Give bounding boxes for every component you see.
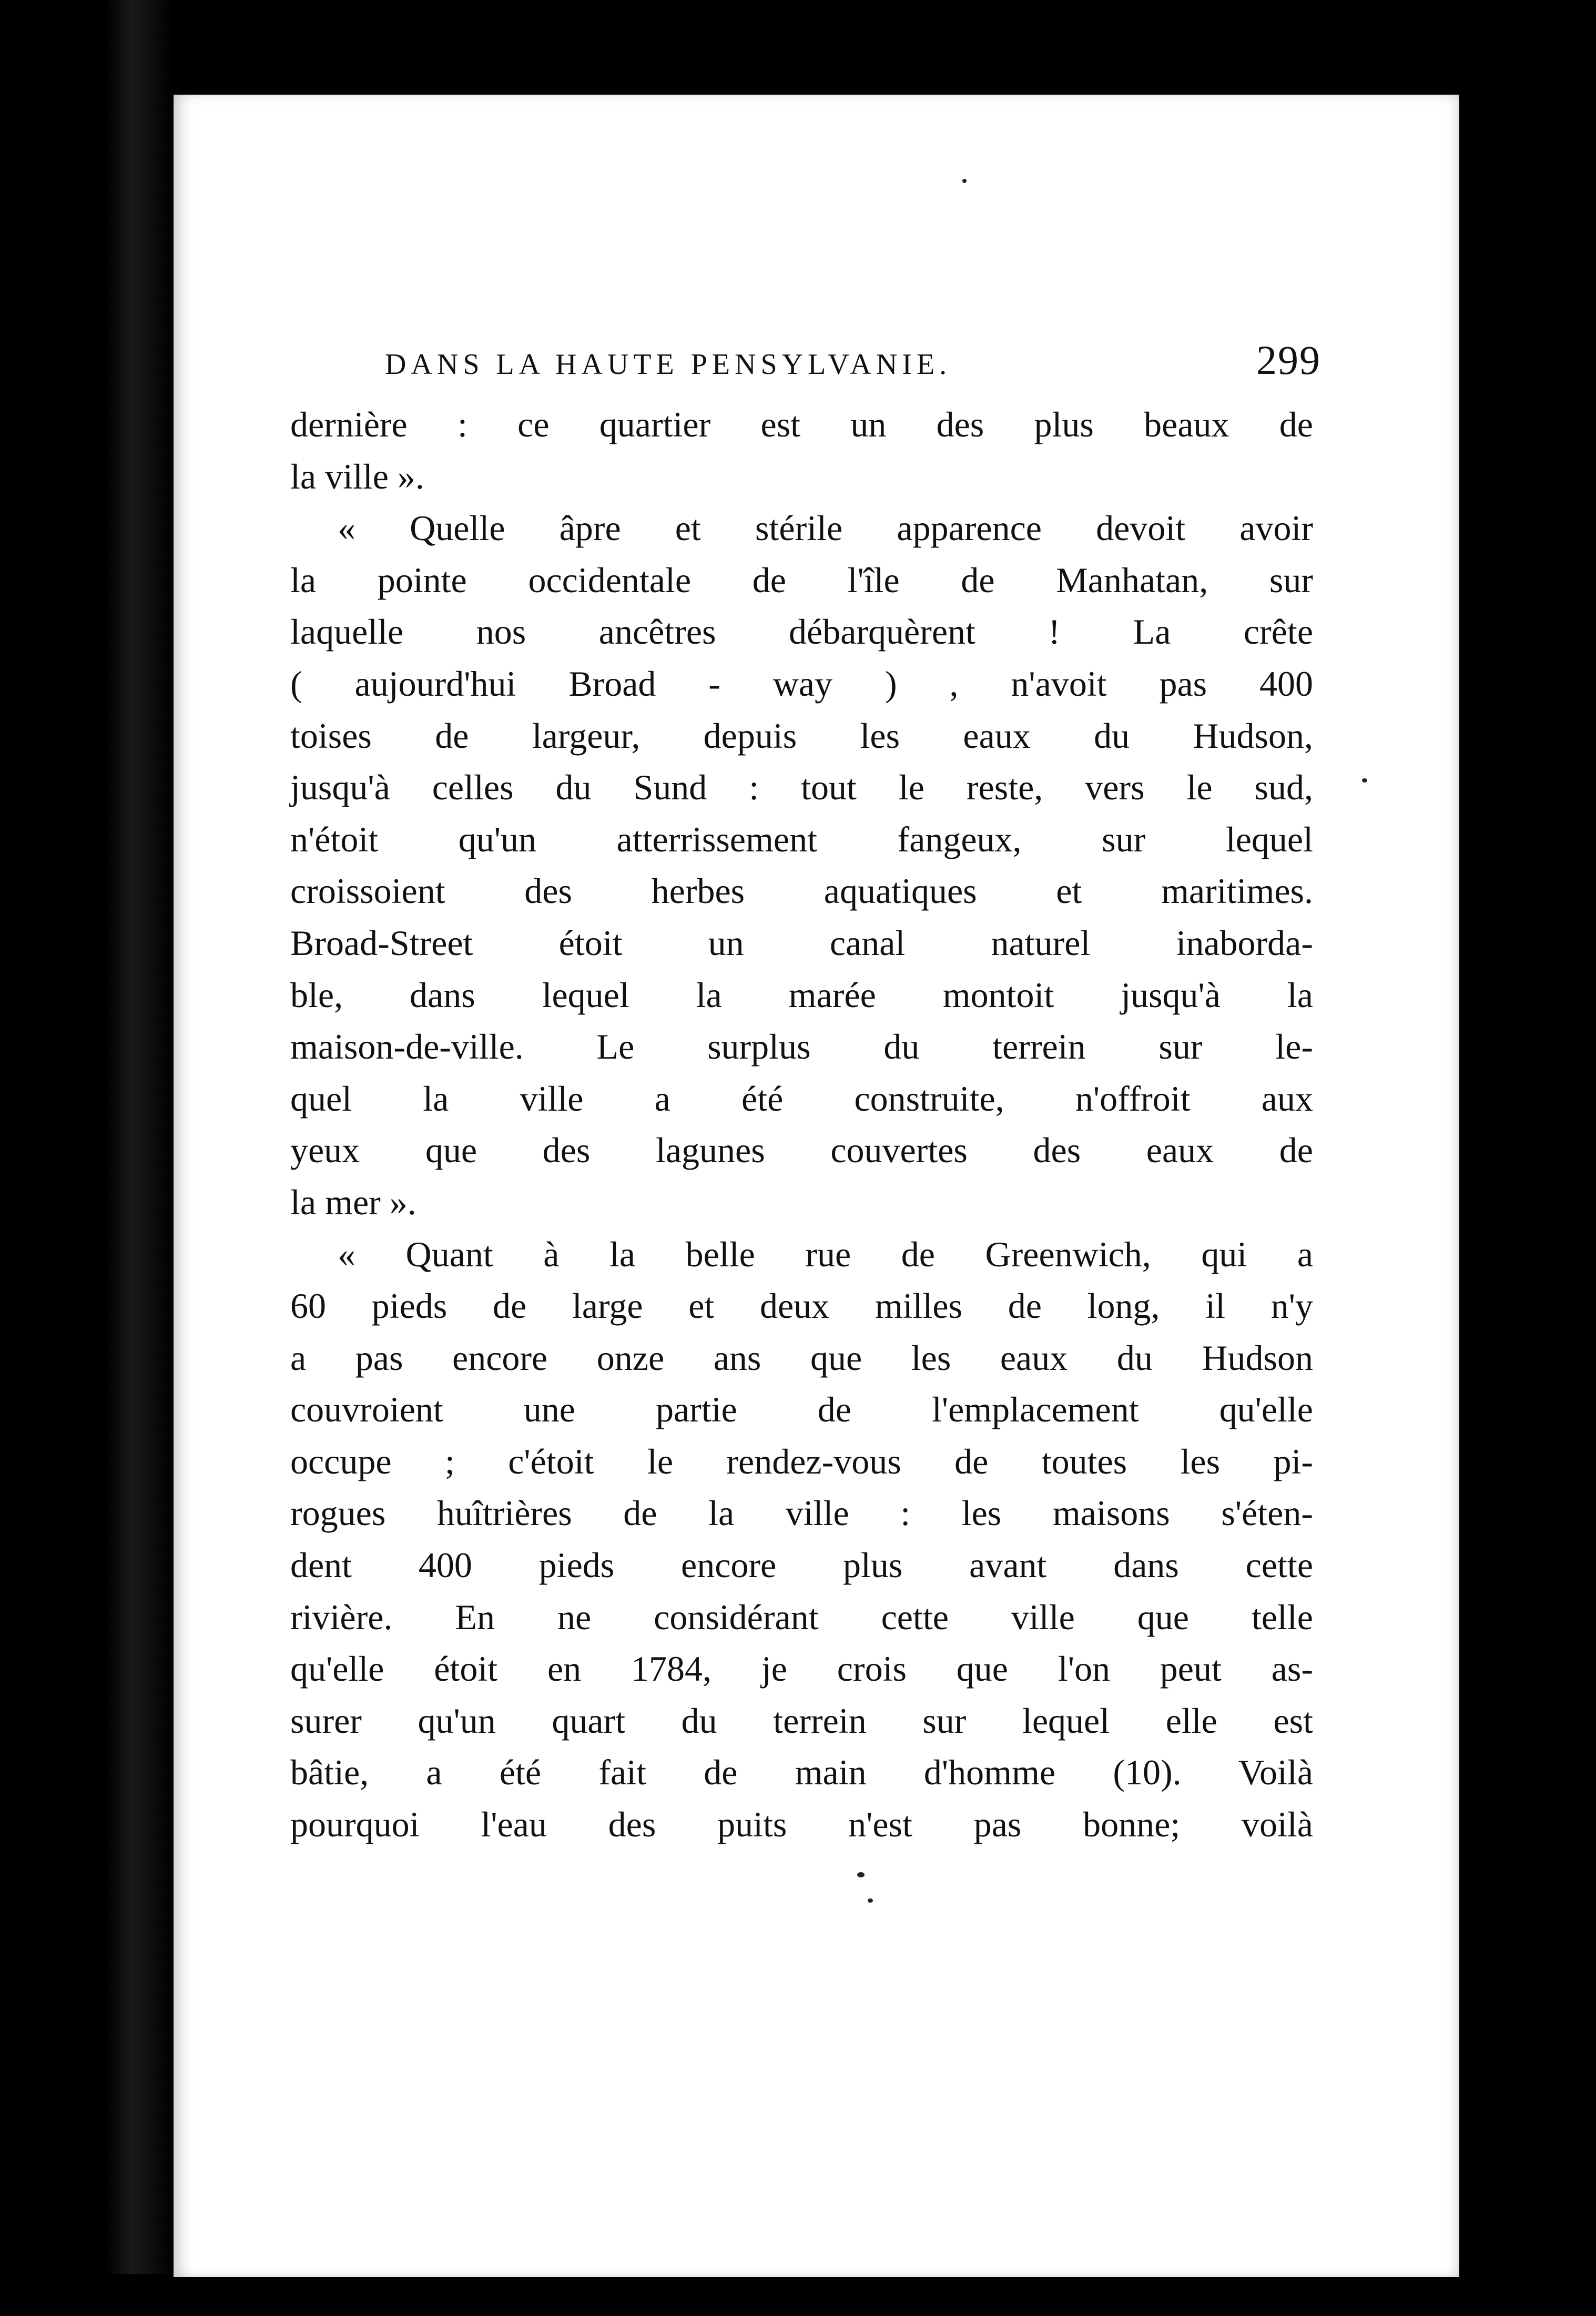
text-line: qu'elle étoit en 1784, je crois que l'on peut as-: [290, 1649, 1313, 1689]
text-line: « Quelle âpre et stérile apparence devoit avoir: [338, 508, 1313, 548]
text-line: toises de largeur, depuis les eaux du Hudson,: [290, 715, 1313, 756]
text-line: croissoient des herbes aquatiques et maritimes.: [290, 871, 1313, 911]
page-number: 299: [1256, 337, 1321, 383]
scan-border-left: [0, 0, 174, 2316]
text-line: 60 pieds de large et deux milles de long, il n'y: [290, 1286, 1313, 1326]
paragraph-2: [290, 502, 1313, 1228]
text-line: laquelle nos ancêtres débarquèrent ! La crête: [290, 612, 1313, 652]
scan-border-bottom: [0, 2274, 1596, 2316]
scan-border-top: [0, 0, 1596, 95]
scan-speck: [962, 179, 967, 183]
body-text: [290, 399, 1313, 1851]
running-head: [385, 337, 1321, 400]
scan-speck: [1362, 778, 1367, 783]
text-line: couvroient une partie de l'emplacement qu'elle: [290, 1389, 1313, 1430]
text-line: la ville ».: [290, 456, 424, 496]
text-line: pourquoi l'eau des puits n'est pas bonne; voilà: [290, 1804, 1313, 1845]
book-page: [174, 95, 1459, 2277]
running-title: DANS LA HAUTE PENSYLVANIE.: [385, 348, 952, 381]
text-line: dernière : ce quartier est un des plus beaux de: [290, 404, 1313, 444]
text-line: occupe ; c'étoit le rendez-vous de toutes les pi-: [290, 1441, 1313, 1481]
scan-border-right: [1459, 0, 1596, 2316]
scan-speck: [868, 1898, 873, 1903]
scan-speck: [857, 1872, 865, 1877]
text-line: surer qu'un quart du terrein sur lequel elle est: [290, 1700, 1313, 1741]
text-line: n'étoit qu'un atterrissement fangeux, sur lequel: [290, 819, 1313, 859]
text-line: quel la ville a été construite, n'offroit aux: [290, 1078, 1313, 1119]
text-line: rivière. En ne considérant cette ville que telle: [290, 1597, 1313, 1637]
text-line: bâtie, a été fait de main d'homme (10). Voilà: [290, 1752, 1313, 1793]
paragraph-1: [290, 399, 1313, 502]
text-line: a pas encore onze ans que les eaux du Hudson: [290, 1337, 1313, 1378]
text-line: la pointe occidentale de l'île de Manhatan, sur: [290, 560, 1313, 600]
text-line: « Quant à la belle rue de Greenwich, qui a: [338, 1234, 1313, 1274]
paragraph-3: [290, 1228, 1313, 1851]
text-line: rogues huîtrières de la ville : les maisons s'éten-: [290, 1493, 1313, 1533]
text-line: maison-de-ville. Le surplus du terrein sur le-: [290, 1027, 1313, 1067]
text-line: yeux que des lagunes couvertes des eaux de: [290, 1130, 1313, 1171]
text-line: dent 400 pieds encore plus avant dans cette: [290, 1545, 1313, 1586]
text-line: ( aujourd'hui Broad - way ) , n'avoit pas 400: [290, 663, 1313, 704]
text-line: ble, dans lequel la marée montoit jusqu'à la: [290, 974, 1313, 1015]
text-line: jusqu'à celles du Sund : tout le reste, vers le sud,: [290, 767, 1313, 808]
text-line: Broad-Street étoit un canal naturel inaborda-: [290, 922, 1313, 963]
text-line: la mer ».: [290, 1182, 416, 1222]
